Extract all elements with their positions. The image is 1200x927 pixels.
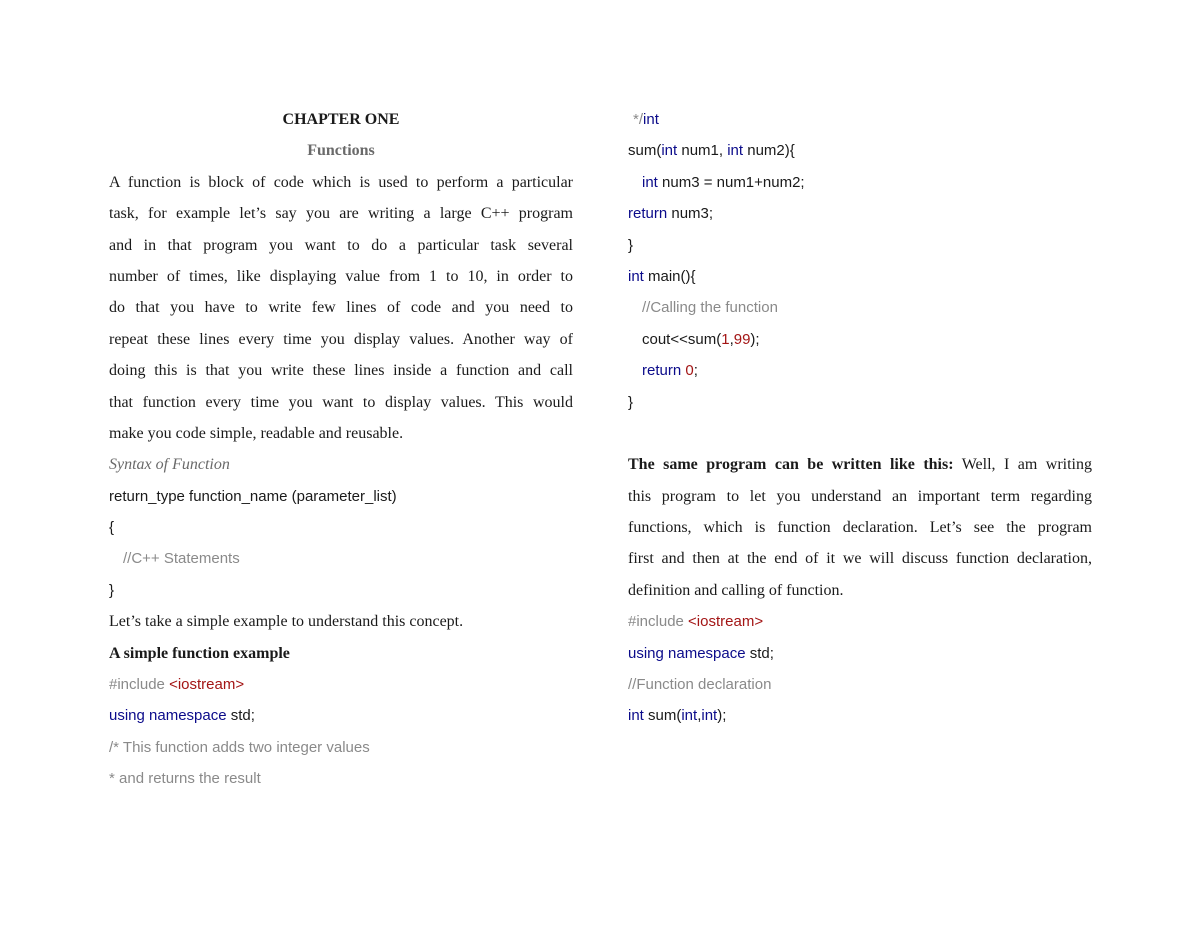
int-keyword: int <box>681 707 698 725</box>
code-decl-comment: //Function declaration <box>628 676 772 694</box>
main-rest: main(){ <box>643 267 696 285</box>
chapter-heading: CHAPTER ONE <box>282 111 400 128</box>
para-line: this program to let you understand an important term regarding <box>628 487 1092 505</box>
include-directive: #include <box>628 613 689 631</box>
int-keyword: int <box>628 267 644 285</box>
return-keyword: return <box>628 205 668 223</box>
intro-line-last: make you code simple, readable and reusable. <box>109 424 404 442</box>
sum-param1: num1, <box>677 142 728 160</box>
int-keyword: int <box>701 707 718 725</box>
include-directive: #include <box>109 676 165 694</box>
intro-line: that function every time you want to display values. This would <box>109 393 573 411</box>
decl-end: ); <box>717 707 727 725</box>
cout-start: cout<<sum( <box>642 330 722 348</box>
intro-line: do that you have to write few lines of code and you need to <box>109 299 573 317</box>
code-decl-line <box>628 700 1092 731</box>
code-return-line <box>628 198 1092 229</box>
code-using-line <box>109 700 573 731</box>
cout-comma: , <box>729 330 734 348</box>
code-main-line <box>628 261 1092 292</box>
int-keyword: int <box>628 707 644 725</box>
code-include-line <box>109 669 573 700</box>
syntax-heading: Syntax of Function <box>109 456 230 474</box>
return-zero: 0 <box>685 362 694 380</box>
example-heading: A simple function example <box>109 644 290 662</box>
int-keyword: int <box>727 142 744 160</box>
using-keyword: using namespace <box>109 707 227 725</box>
code-close-brace: } <box>628 393 634 411</box>
decl-comma: , <box>697 707 702 725</box>
return-rest: num3; <box>667 205 714 223</box>
code-return-zero-line <box>628 355 1092 386</box>
code-comment-end-line <box>628 104 1092 135</box>
intro-line: task, for example let’s say you are writing a large C++ program <box>109 205 573 223</box>
right-column <box>628 104 1092 732</box>
same-program-rest: Well, I am writing <box>953 456 1092 474</box>
same-program-line <box>628 449 1092 480</box>
section-heading: Functions <box>307 142 375 160</box>
code-comment-line: /* This function adds two integer values <box>109 738 370 756</box>
syntax-comment: //C++ Statements <box>123 550 240 568</box>
intro-line: number of times, like displaying value from 1 to 10, in order to <box>109 267 573 285</box>
using-rest: std; <box>226 707 255 725</box>
syntax-signature: return_type function_name (parameter_list) <box>109 487 397 505</box>
cout-end: ); <box>750 330 760 348</box>
code-close-brace: } <box>628 236 634 254</box>
intro-line: and in that program you want to do a particular task several <box>109 236 573 254</box>
cout-arg1: 1 <box>721 330 730 348</box>
para-line: functions, which is function declaration. Let’s see the program <box>628 519 1092 537</box>
para-line-last: definition and calling of function. <box>628 581 844 599</box>
code-comment-line: * and returns the result <box>109 770 261 788</box>
code-body-decl <box>628 167 1092 198</box>
code-calling-comment: //Calling the function <box>642 299 778 317</box>
intro-line: A function is block of code which is used to perform a particular <box>109 173 573 191</box>
using-keyword: using namespace <box>628 644 746 662</box>
code-sum-signature <box>628 135 1092 166</box>
code-cout-line <box>628 324 1092 355</box>
decl-mid: sum( <box>643 707 682 725</box>
sum-param2: num2){ <box>743 142 795 160</box>
return-keyword: return <box>642 362 682 380</box>
para-line: first and then at the end of it we will discuss function declaration, <box>628 550 1092 568</box>
cout-arg2: 99 <box>733 330 751 348</box>
comment-end: */ <box>633 111 644 128</box>
intro-line: doing this is that you write these lines inside a function and call <box>109 362 573 380</box>
same-program-bold: The same program can be written like this: <box>628 456 954 474</box>
int-keyword: int <box>643 111 659 128</box>
syntax-open-brace: { <box>109 519 115 537</box>
int-keyword: int <box>642 173 658 191</box>
code-include-line <box>628 606 1092 637</box>
int-keyword: int <box>661 142 678 160</box>
syntax-close-brace: } <box>109 581 115 599</box>
include-header: <iostream> <box>688 613 764 631</box>
semicolon: ; <box>693 362 698 380</box>
body-decl-rest: num3 = num1+num2; <box>657 173 805 191</box>
left-column <box>109 104 573 795</box>
code-using-line <box>628 638 1092 669</box>
blank-line <box>628 418 1092 449</box>
include-header: <iostream> <box>169 676 245 694</box>
sum-name: sum( <box>628 142 662 160</box>
intro-line: repeat these lines every time you display values. Another way of <box>109 330 573 348</box>
example-intro: Let’s take a simple example to understand this concept. <box>109 613 464 631</box>
using-rest: std; <box>745 644 774 662</box>
